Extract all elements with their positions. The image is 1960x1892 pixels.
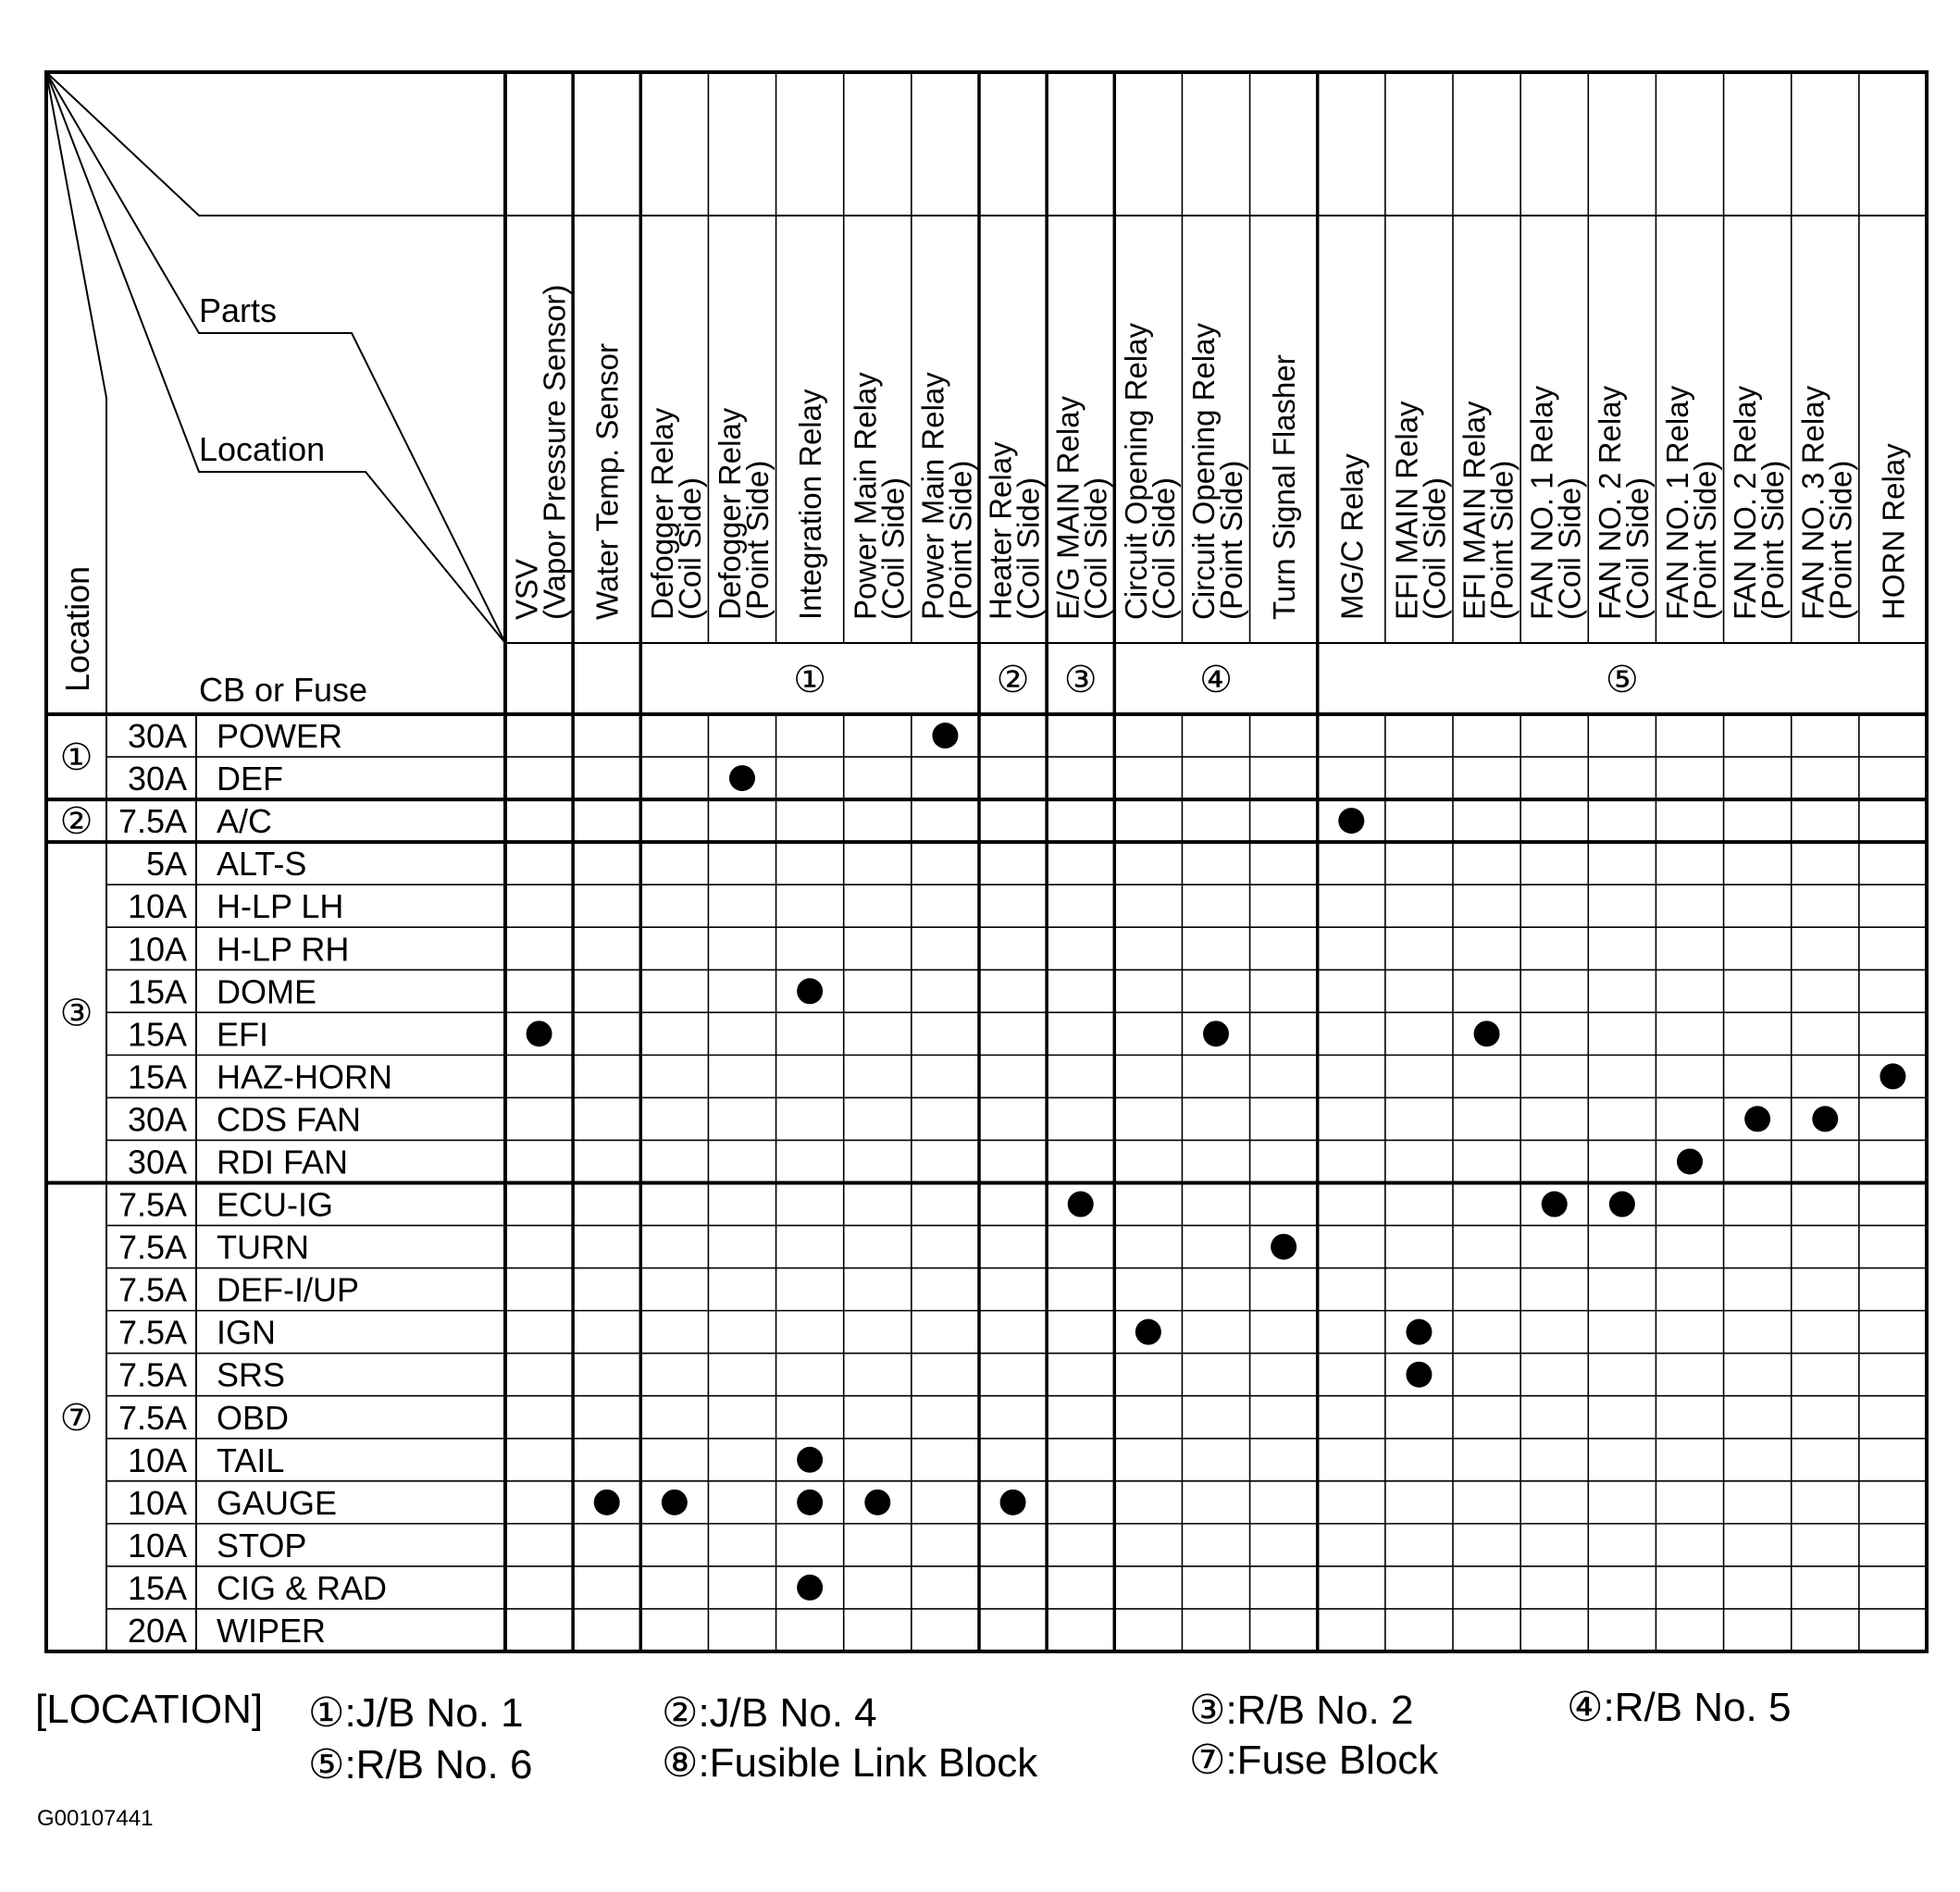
fuse-amp: 10A [127, 1441, 187, 1479]
part-header-line2: (Coil Side) [672, 476, 707, 620]
connection-dot [1677, 1148, 1703, 1174]
fuse-name: CDS FAN [217, 1100, 362, 1139]
connection-dot [1000, 1490, 1026, 1515]
connection-dot [1542, 1192, 1568, 1218]
connection-dot [527, 1020, 552, 1046]
fuse-name: OBD [217, 1398, 290, 1437]
connection-dot [1135, 1319, 1161, 1345]
part-header-line2: (Point Side) [1688, 460, 1722, 620]
fuse-amp: 15A [127, 1568, 187, 1607]
part-header-line2: (Point Side) [1484, 460, 1520, 620]
legend-item-jb4: ②:J/B No. 4 [662, 1690, 877, 1736]
legend-item-jb1: ①:J/B No. 1 [308, 1690, 524, 1736]
parts-header-label: Parts [199, 291, 278, 329]
connection-dot [1812, 1106, 1838, 1131]
connection-dot [797, 978, 823, 1004]
part-header-line1: FAN NO. 3 Relay [1795, 385, 1830, 620]
fuse-amp: 7.5A [118, 1313, 187, 1352]
fuse-amp: 10A [127, 930, 187, 969]
part-header-line1: FAN NO. 2 Relay [1728, 385, 1763, 620]
part-header-line2: (Coil Side) [1011, 476, 1046, 620]
connection-dot [932, 723, 958, 748]
connection-dot [797, 1447, 823, 1473]
fuse-name: CIG & RAD [217, 1568, 388, 1607]
fuse-name: STOP [217, 1526, 307, 1564]
fuse-amp: 7.5A [118, 1228, 187, 1267]
legend-item-rb2: ③:R/B No. 2 [1189, 1688, 1414, 1733]
connection-dot [797, 1575, 823, 1601]
part-header-label: Turn Signal Flasher [1267, 354, 1302, 620]
fuse-amp: 7.5A [118, 1355, 187, 1394]
fuse-name: WIPER [217, 1611, 327, 1650]
connection-dot [1203, 1020, 1229, 1046]
connection-dot [594, 1490, 620, 1515]
legend-title: [LOCATION] [35, 1687, 264, 1732]
fuse-name: IGN [217, 1313, 277, 1352]
part-header-line2: (Coil Side) [1552, 476, 1587, 620]
connection-dot [1474, 1020, 1500, 1046]
part-header-label: HORN Relay [1876, 443, 1911, 620]
fuse-amp: 7.5A [118, 1270, 187, 1309]
fuse-amp: 15A [127, 972, 187, 1011]
part-header-line1: Defogger Relay [713, 407, 747, 620]
connection-dot [1338, 808, 1364, 834]
header-top-guide [46, 72, 1927, 216]
fuse-amp: 5A [145, 845, 187, 884]
fuse-name: TURN [217, 1228, 309, 1267]
part-header-line2: (Coil Side) [875, 476, 911, 620]
part-header-line1: FAN NO. 2 Relay [1592, 385, 1627, 620]
outer-border [46, 72, 1927, 1651]
legend-item-fuse-block: ⑦:Fuse Block [1189, 1737, 1439, 1783]
fuse-name: H-LP RH [217, 930, 350, 969]
part-header-line2: (Coil Side) [1146, 476, 1181, 620]
cb-or-fuse-header-label: CB or Fuse [199, 671, 368, 709]
fuse-name: POWER [217, 717, 343, 756]
connection-dot [1271, 1234, 1296, 1260]
connection-dot [1609, 1192, 1635, 1218]
fuse-amp: 30A [127, 1100, 187, 1139]
fuse-amp: 30A [127, 717, 187, 756]
part-column-headers [510, 284, 1911, 620]
part-header-line1: E/G MAIN Relay [1050, 395, 1085, 620]
part-header-line1: Heater Relay [983, 441, 1018, 620]
fuse-amp: 15A [127, 1015, 187, 1054]
fuse-name: EFI [217, 1015, 269, 1054]
fuse-name: SRS [217, 1355, 286, 1394]
part-header-line1: Defogger Relay [644, 407, 679, 620]
part-header-line2: (Vapor Pressure Sensor) [537, 284, 572, 620]
fuse-name: H-LP LH [217, 887, 344, 926]
fuse-location-label: ⑦ [59, 1397, 93, 1439]
connection-dot [1406, 1362, 1432, 1388]
part-location-groups [793, 660, 1639, 700]
fuse-amp: 30A [127, 760, 187, 798]
part-header-label: Integration Relay [793, 389, 828, 620]
location-axis-label: Location [58, 565, 96, 692]
part-header-line2: (Point Side) [1823, 460, 1858, 620]
fuse-location-label: ② [59, 801, 93, 843]
part-group-label: ③ [1063, 660, 1098, 700]
part-group-label: ① [793, 660, 827, 700]
fuse-name: RDI FAN [217, 1143, 349, 1181]
part-header-line2: (Point Side) [1214, 460, 1248, 620]
connection-dot [797, 1490, 823, 1515]
connection-dot [1406, 1319, 1432, 1345]
part-group-label: ④ [1199, 660, 1233, 700]
fuse-amp: 15A [127, 1057, 187, 1096]
fuse-name: HAZ-HORN [217, 1057, 392, 1096]
part-header-line1: VSV [509, 558, 544, 620]
fuse-name: DEF-I/UP [217, 1270, 360, 1309]
part-header-line1: FAN NO. 1 Relay [1660, 385, 1694, 620]
fuse-location-label: ① [59, 737, 93, 779]
part-header-line1: Circuit Opening Relay [1118, 323, 1153, 620]
fuse-name: GAUGE [217, 1483, 338, 1522]
part-header-line1: EFI MAIN Relay [1457, 401, 1492, 620]
part-header-line1: FAN NO. 1 Relay [1524, 385, 1559, 620]
part-group-label: ⑤ [1605, 660, 1639, 700]
part-header-label: Water Temp. Sensor [589, 343, 625, 620]
figure-code: G00107441 [37, 1806, 154, 1831]
legend-item-rb6: ⑤:R/B No. 6 [308, 1742, 533, 1787]
fuse-name: ECU-IG [217, 1185, 333, 1224]
fuse-amp: 10A [127, 1526, 187, 1564]
part-header-line2: (Coil Side) [1417, 476, 1452, 620]
part-header-line2: (Point Side) [740, 460, 775, 620]
fuse-amp: 7.5A [118, 802, 187, 841]
part-group-label: ② [996, 660, 1030, 700]
connection-dots [527, 723, 1906, 1601]
fuse-amp: 7.5A [118, 1398, 187, 1437]
fuse-amp: 20A [127, 1611, 187, 1650]
legend-item-fusible-link-block: ⑧:Fusible Link Block [662, 1740, 1038, 1786]
connection-dot [1068, 1192, 1094, 1218]
fuse-name: ALT-S [217, 845, 307, 884]
fuse-name: DOME [217, 972, 316, 1011]
location-guide-line [46, 72, 505, 643]
part-header-line1: EFI MAIN Relay [1389, 401, 1424, 620]
part-header-line1: Power Main Relay [848, 372, 883, 620]
location-header-label: Location [199, 430, 326, 468]
connection-dot [1744, 1106, 1770, 1131]
fuse-amp: 10A [127, 887, 187, 926]
header-labels [58, 291, 367, 709]
fuse-amp: 10A [127, 1483, 187, 1522]
connection-dot [729, 765, 755, 791]
part-header-line2: (Coil Side) [1619, 476, 1655, 620]
legend-item-rb5: ④:R/B No. 5 [1567, 1685, 1792, 1730]
part-header-line2: (Point Side) [943, 460, 978, 620]
fuse-amp: 7.5A [118, 1185, 187, 1224]
connection-dot [1879, 1063, 1905, 1089]
grid-lines [46, 72, 1927, 1651]
part-header-line1: Circuit Opening Relay [1186, 323, 1221, 620]
part-header-line2: (Coil Side) [1078, 476, 1113, 620]
fuse-location-label: ③ [59, 993, 93, 1034]
part-header-label: MG/C Relay [1334, 453, 1370, 620]
part-header-line2: (Point Side) [1755, 460, 1791, 620]
connection-dot [662, 1490, 688, 1515]
fuse-name: A/C [217, 802, 273, 841]
part-header-line1: Power Main Relay [915, 372, 950, 620]
fuse-amp: 30A [127, 1143, 187, 1181]
connection-dot [864, 1490, 890, 1515]
fuse-name: TAIL [217, 1441, 285, 1479]
fuse-name: DEF [217, 760, 283, 798]
